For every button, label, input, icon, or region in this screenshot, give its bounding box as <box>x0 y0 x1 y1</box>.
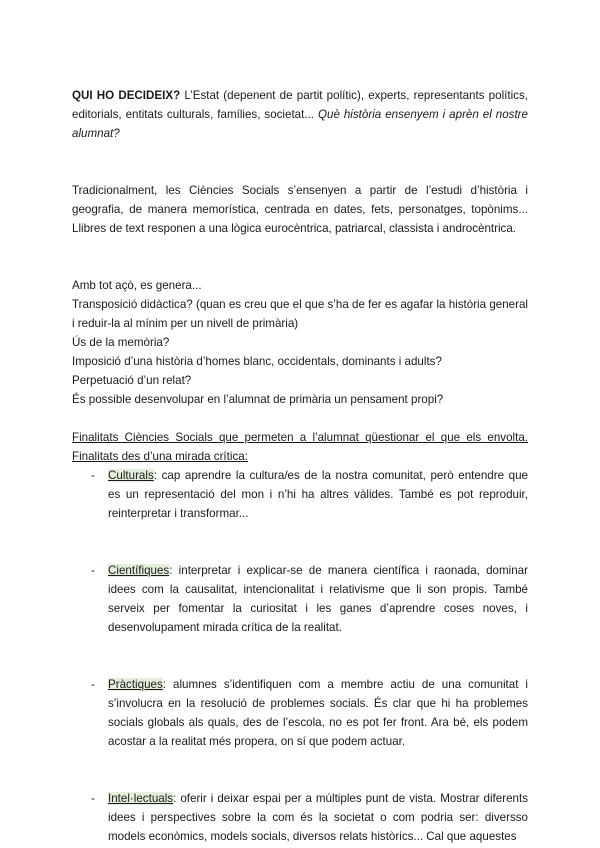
document-body <box>72 86 528 846</box>
spacer <box>72 257 528 276</box>
dash-bullet: - <box>91 792 95 805</box>
consequence-line: Ús de la memòria? <box>72 336 170 349</box>
spacer <box>72 637 528 656</box>
consequence-line: Transposició didàctica? (quan es creu que el que s’ha de fer es agafar la història general i reduir-la al mínim per un nivell de primària) <box>72 298 528 330</box>
list-item <box>72 466 528 523</box>
term-intellectuals: Intel·lectuals <box>108 792 174 805</box>
finalitats-title: Finalitats Ciències Socials que permeten a l’alumnat qüestionar el que els envolta. Finalitats des d’una mirada crítica: <box>72 431 528 463</box>
traditional-paragraph: Tradicionalment, les Ciències Socials s’ensenyen a partir de l’estudi d’història i geografia, de manera memorística, centrada en dates, fets, personatges, topònims... Llibres de text responen a una lògica eurocèntrica, patriarcal, classista i androcèntrica. <box>72 184 528 235</box>
list-item <box>72 561 528 637</box>
list-item <box>72 789 528 846</box>
spacer <box>72 656 528 675</box>
intro-paragraph <box>72 86 528 143</box>
item-text: : cap aprendre la cultura/es de la nostra comunitat, però entendre que es un representació del mon i n’hi ha altres vàlides. També es pot reproduir, reinterpretar i transformar... <box>108 469 528 520</box>
intro-text: L’Estat (depenent de partit polític), experts, representants polítics, editorials, entitats culturals, famílies, societat... <box>72 89 528 121</box>
intro-heading: QUI HO DECIDEIX? <box>72 89 181 102</box>
item-text: : alumnes s’identifiquen com a membre actiu de una comunitat i s’involucra en la resolució de problemes socials. És clar que hi ha problemes socials globals als quals, des de l’escola, no es pot fer front. Ara bé, els podem acostar a la realitat més propera, on sí que podem actuar. <box>108 678 528 748</box>
spacer <box>72 143 528 162</box>
consequence-line: És possible desenvolupar en l’alumnat de primària un pensament propi? <box>72 393 444 406</box>
spacer <box>72 238 528 257</box>
spacer <box>72 770 528 789</box>
list-item <box>72 675 528 751</box>
spacer <box>72 162 528 181</box>
spacer <box>72 542 528 561</box>
spacer <box>72 751 528 770</box>
dash-bullet: - <box>91 469 95 482</box>
finalitats-list <box>72 466 528 846</box>
consequence-line: Perpetuació d’un relat? <box>72 374 192 387</box>
item-text: : interpretar i explicar-se de manera científica i raonada, dominar idees com la causalitat, intencionalitat i relativisme que li son propis. També serveix per fomentar la curiositat i les ganes d’aprendre coses noves, i desenvolupament mirada crítica de la realitat. <box>108 564 528 634</box>
dash-bullet: - <box>91 678 95 691</box>
term-culturals: Culturals <box>108 469 154 482</box>
consequence-line: Imposició d’una història d’homes blanc, occidentals, dominants i adults? <box>72 355 442 368</box>
intro-question: Què història ensenyem i aprèn el nostre alumnat? <box>72 108 528 140</box>
item-text: : oferir i deixar espai per a múltiples punt de vista. Mostrar diferents idees i perspectives sobre la com és la societat o com podria ser: diversso models econòmics, models socials, diversos relats històrics... Cal que aquestes <box>108 792 528 843</box>
spacer <box>72 409 528 428</box>
dash-bullet: - <box>91 564 95 577</box>
term-cientifiques: Científiques <box>108 564 170 577</box>
term-practiques: Pràctiques <box>108 678 163 691</box>
consequence-line: Amb tot açò, es genera... <box>72 279 202 292</box>
spacer <box>72 523 528 542</box>
